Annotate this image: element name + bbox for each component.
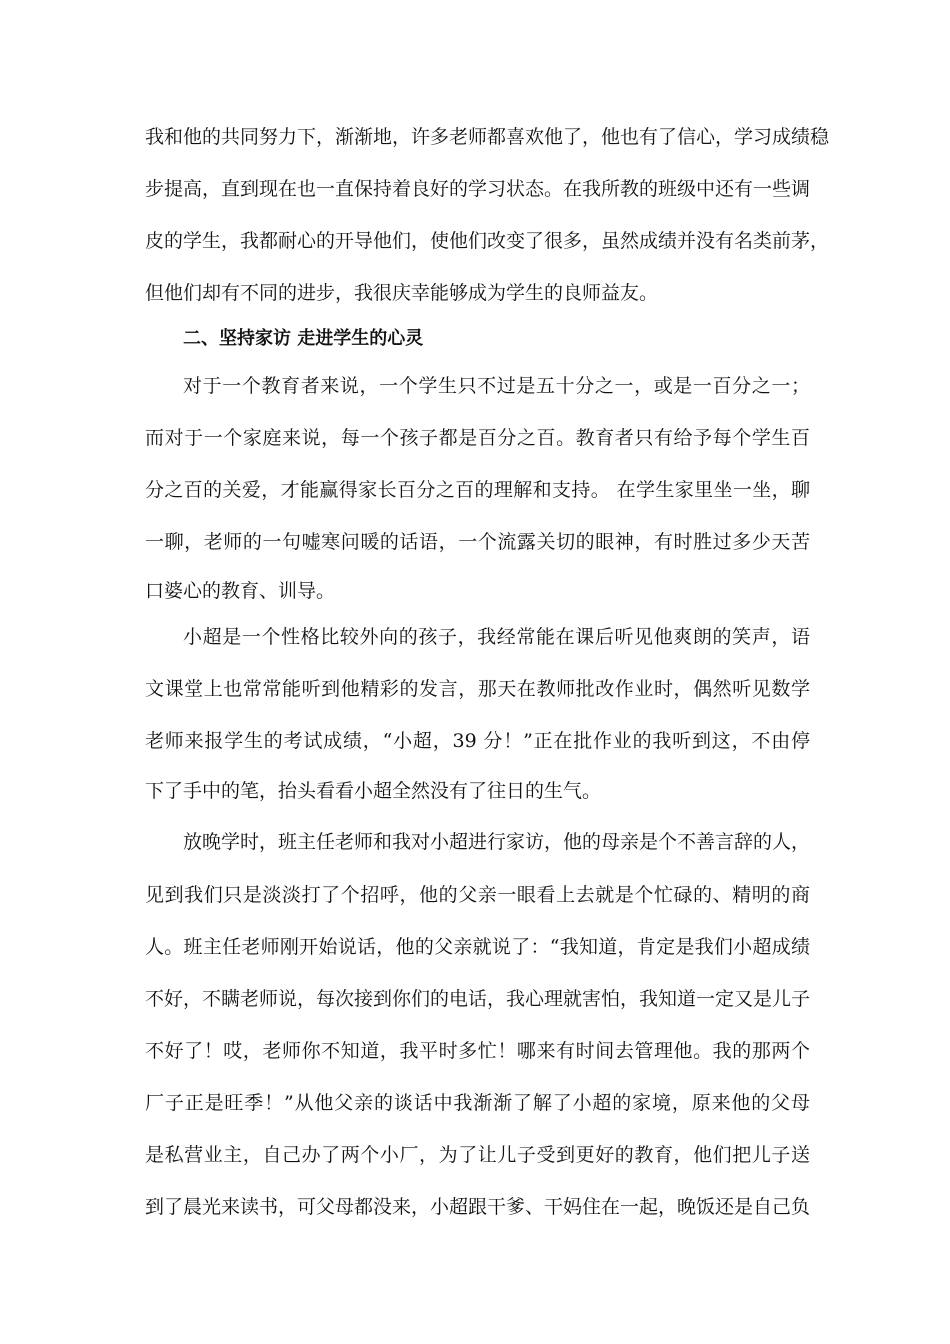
text-line: 小超是一个性格比较外向的孩子，我经常能在课后听见他爽朗的笑声，语 — [183, 626, 810, 648]
text-line: 步提高，直到现在也一直保持着良好的学习状态。在我所教的班级中还有一些调 — [145, 178, 811, 200]
text-line: 口婆心的教育、训导。 — [145, 580, 336, 602]
text-line: 我和他的共同努力下，渐渐地，许多老师都喜欢他了，他也有了信心，学习成绩稳 — [145, 126, 830, 148]
text-line: 皮的学生，我都耐心的开导他们，使他们改变了很多，虽然成绩并没有名类前茅， — [145, 230, 830, 252]
text-line: 而对于一个家庭来说，每一个孩子都是百分之百。教育者只有给予每个学生百 — [145, 427, 810, 449]
text-line: 不好，不瞒老师说，每次接到你们的电话，我心理就害怕，我知道一定又是儿子 — [145, 988, 811, 1010]
text-line: 不好了！哎，老师你不知道，我平时多忙！哪来有时间去管理他。我的那两个 — [145, 1040, 810, 1062]
text-line: 是私营业主，自己办了两个小厂，为了让儿子受到更好的教育，他们把儿子送 — [145, 1144, 810, 1166]
text-line: 放晚学时，班主任老师和我对小超进行家访，他的母亲是个不善言辞的人， — [183, 831, 811, 853]
text-line: 文课堂上也常常能听到他精彩的发言，那天在教师批改作业时，偶然听见数学 — [145, 678, 810, 700]
text-line: 见到我们只是淡淡打了个招呼，他的父亲一眼看上去就是个忙碌的、精明的商 — [145, 884, 810, 906]
section-heading: 二、坚持家访 走进学生的心灵 — [183, 328, 424, 349]
text-line: 人。班主任老师刚开始说话，他的父亲就说了：“我知道，肯定是我们小超成绩 — [145, 936, 810, 958]
text-line: 下了手中的笔，抬头看看小超全然没有了往日的生气。 — [145, 780, 602, 802]
text-line: 分之百的关爱，才能赢得家长百分之百的理解和支持。 在学生家里坐一坐，聊 — [145, 479, 810, 501]
text-line: 老师来报学生的考试成绩，“小超，39 分！”正在批作业的我听到这，不由停 — [145, 730, 810, 752]
text-line: 但他们却有不同的进步，我很庆幸能够成为学生的良师益友。 — [145, 282, 659, 304]
text-line: 一聊，老师的一句嘘寒问暖的话语，一个流露关切的眼神，有时胜过多少天苦 — [145, 531, 810, 553]
text-line: 厂子正是旺季！”从他父亲的谈话中我渐渐了解了小超的家境，原来他的父母 — [145, 1092, 810, 1114]
text-line: 对于一个教育者来说，一个学生只不过是五十分之一，或是一百分之一； — [183, 375, 810, 397]
text-line: 到了晨光来读书，可父母都没来，小超跟干爹、干妈住在一起，晚饭还是自己负 — [145, 1196, 811, 1218]
